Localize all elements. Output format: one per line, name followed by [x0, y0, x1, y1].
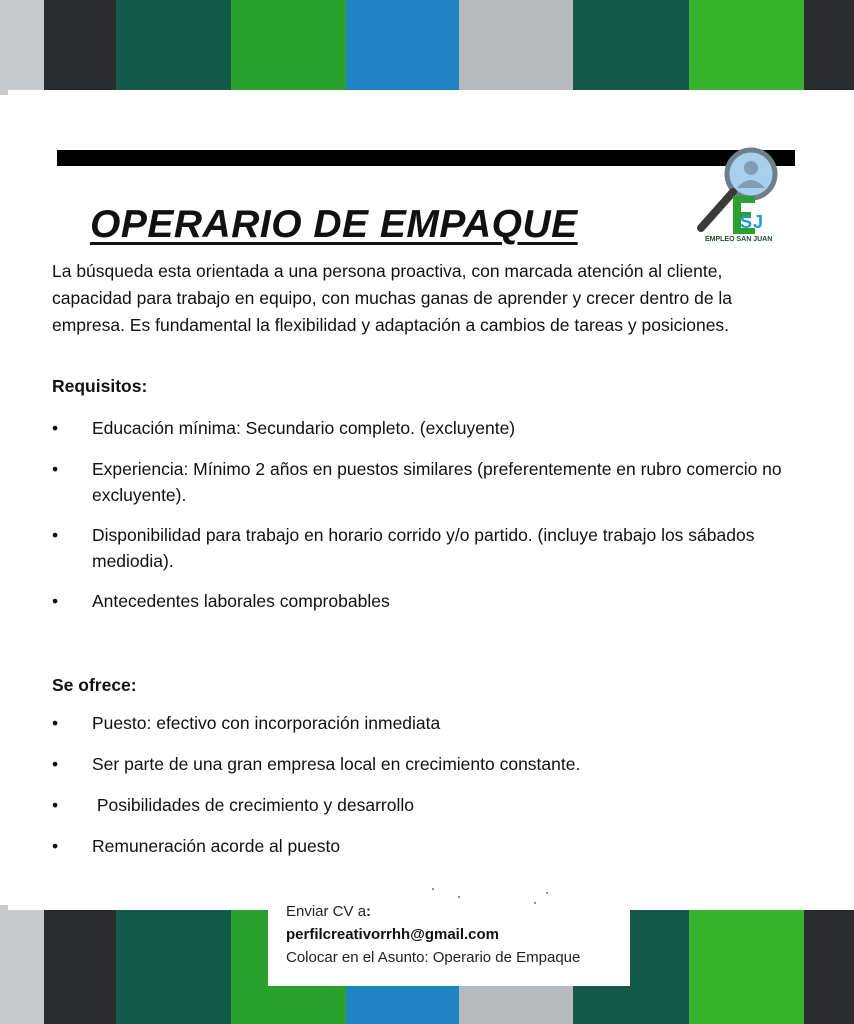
- bullet-icon: •: [52, 525, 59, 545]
- intro-paragraph: La búsqueda esta orientada a una persona proactiva, con marcada atención al cliente, capacidad para trabajo en equipo, con muchas ganas de aprender y crecer dentro de la empresa. Es fundamental la flexibilidad y adaptación a cambios de tareas y posiciones.: [52, 261, 733, 335]
- send-cv-colon: :: [366, 903, 372, 920]
- stripe: [804, 905, 854, 1024]
- stripe: [44, 0, 116, 95]
- offer-text: Ser parte de una gran empresa local en crecimiento constante.: [92, 754, 581, 774]
- list-item: [52, 588, 782, 614]
- stripe: [0, 0, 44, 95]
- stripe: [689, 905, 804, 1024]
- send-cv-label: [286, 900, 580, 923]
- stripe: [346, 0, 459, 95]
- list-item: [52, 792, 782, 818]
- requirement-text: Educación mínima: Secundario completo. (excluyente): [92, 418, 516, 438]
- stripe: [116, 905, 231, 1024]
- dot: [432, 888, 434, 890]
- offer-text: Posibilidades de crecimiento y desarrollo: [92, 795, 414, 815]
- bullet-icon: •: [52, 754, 59, 774]
- send-cv-text: Enviar CV a: [286, 903, 367, 920]
- stripe: [231, 0, 346, 95]
- requirements-heading: Requisitos:: [52, 376, 148, 396]
- logo-letters: SJ: [740, 212, 765, 232]
- logo-subtitle: EMPLEO SAN JUAN: [705, 236, 773, 243]
- top-stripe-band: [0, 0, 854, 95]
- bullet-icon: •: [52, 713, 59, 733]
- subject-instruction: Colocar en el Asunto: Operario de Empaque: [286, 949, 581, 966]
- list-item: [52, 456, 782, 508]
- stripe: [804, 0, 854, 95]
- list-item: [52, 751, 782, 777]
- bullet-icon: •: [52, 836, 59, 856]
- stripe: [44, 905, 116, 1024]
- header-divider-bar: [57, 150, 795, 166]
- contact-email[interactable]: perfilcreativorrhh@gmail.com: [286, 926, 500, 943]
- bullet-icon: •: [52, 591, 59, 611]
- offer-heading: Se ofrece:: [52, 675, 137, 695]
- stripe: [459, 0, 573, 95]
- list-item: [52, 522, 782, 574]
- stripe: [116, 0, 231, 95]
- list-item: [52, 710, 782, 736]
- offer-text: Remuneración acorde al puesto: [92, 836, 341, 856]
- requirement-text: Disponibilidad para trabajo en horario corrido y/o partido. (incluye trabajo los sábados mediodia).: [92, 525, 755, 571]
- offer-text: Puesto: efectivo con incorporación inmediata: [92, 713, 441, 733]
- list-item: [52, 415, 782, 441]
- contact-text: [286, 900, 580, 969]
- page-title: OPERARIO DE EMPAQUE: [90, 203, 578, 246]
- bullet-icon: •: [52, 418, 59, 438]
- list-item: [52, 833, 782, 859]
- stripe: [689, 0, 804, 95]
- dot: [546, 892, 548, 894]
- requirement-text: Experiencia: Mínimo 2 años en puestos similares (preferentemente en rubro comercio no excluyente).: [92, 459, 782, 505]
- requirement-text: Antecedentes laborales comprobables: [92, 591, 390, 611]
- contact-box: [268, 882, 630, 986]
- stripe: [573, 0, 689, 95]
- stripe: [0, 905, 44, 1024]
- bullet-icon: •: [52, 795, 59, 815]
- dot: [458, 896, 460, 898]
- bullet-icon: •: [52, 459, 59, 479]
